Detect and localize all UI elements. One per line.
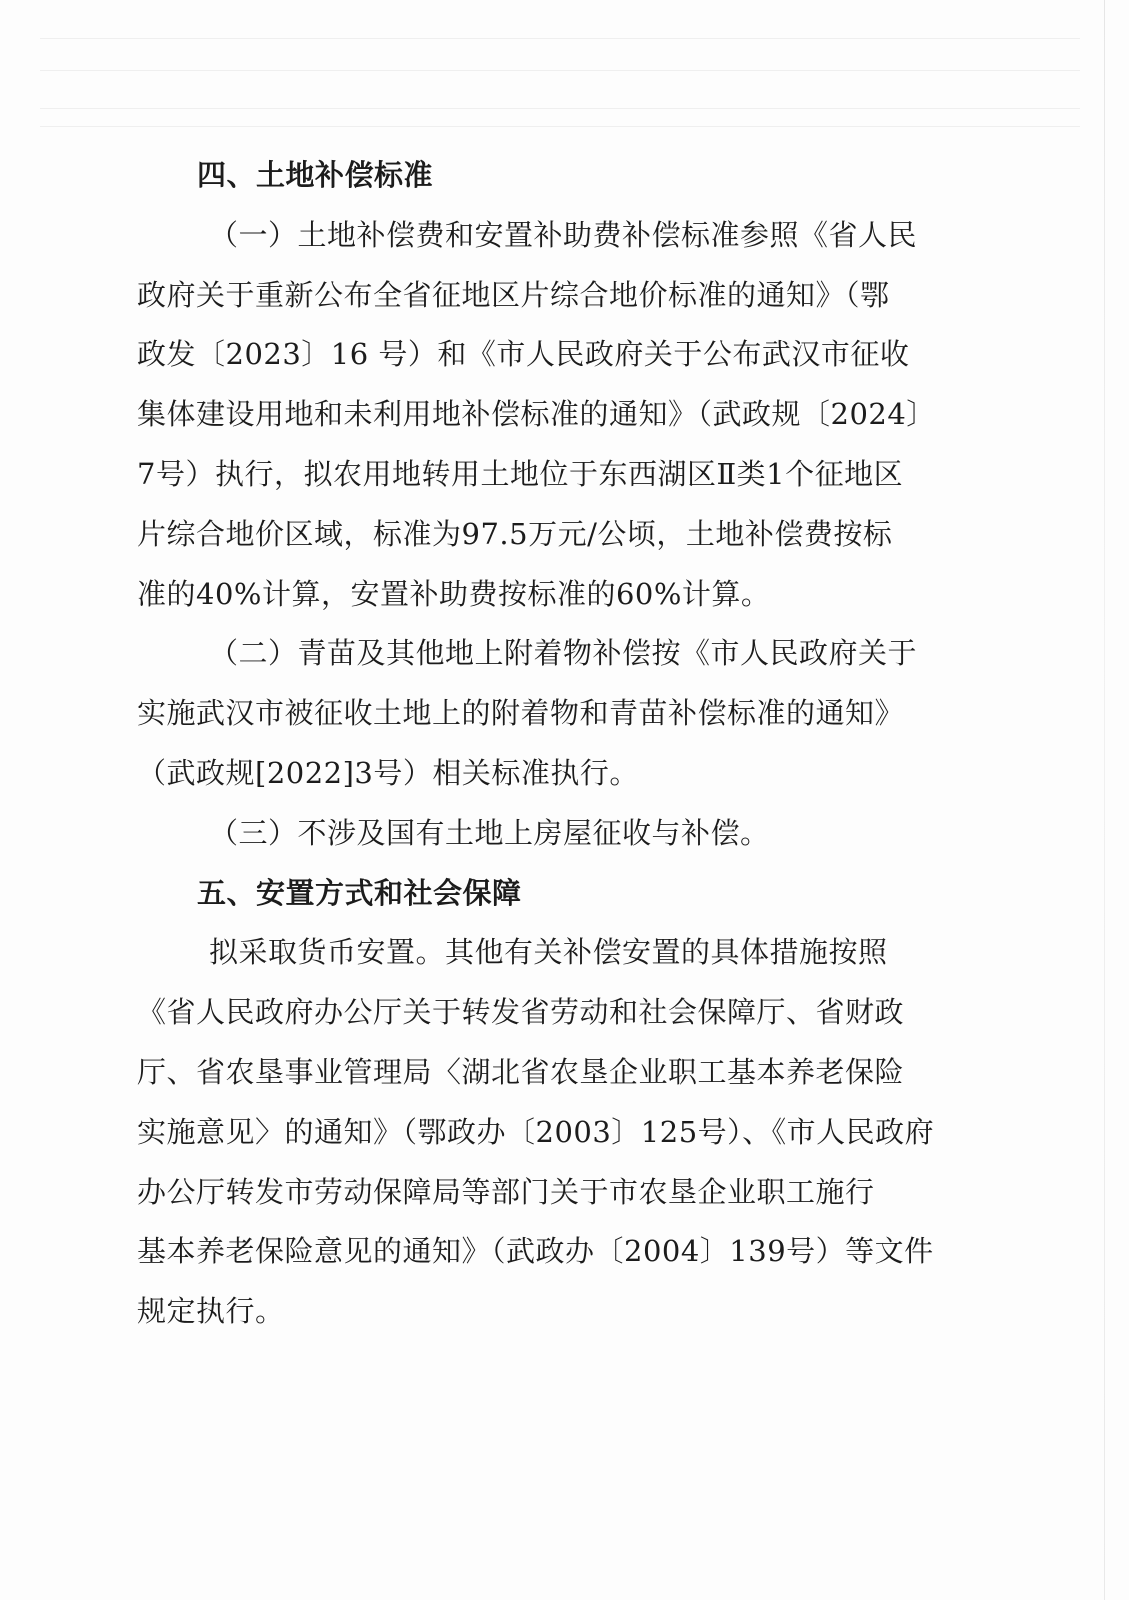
paragraph-line: 集体建设用地和未利用地补偿标准的通知》（武政规〔2024〕: [137, 397, 936, 432]
paragraph-line: 厅、省农垦事业管理局〈湖北省农垦企业职工基本养老保险: [137, 1054, 905, 1089]
document-body: [137, 146, 936, 1342]
paragraph-line: 片综合地价区域，标准为97.5万元/公顷，土地补偿费按标: [137, 516, 893, 551]
paragraph-line: （武政规[2022]3号）相关标准执行。: [137, 755, 639, 790]
section-heading-land-compensation: 四、土地补偿标准: [197, 158, 434, 192]
paragraph-line: 7号）执行，拟农用地转用土地位于东西湖区Ⅱ类1个征地区: [137, 456, 904, 491]
scan-artifact: [40, 70, 1080, 71]
paragraph-line: 办公厅转发市劳动保障局等部门关于市农垦企业职工施行: [137, 1174, 875, 1209]
paragraph-line: 政府关于重新公布全省征地区片综合地价标准的通知》（鄂: [137, 277, 890, 312]
paragraph-line: 实施意见〉的通知》（鄂政办〔2003〕125号）、《市人民政府: [137, 1114, 935, 1149]
paragraph-line: 《省人民政府办公厅关于转发省劳动和社会保障厅、省财政: [137, 995, 905, 1030]
section-heading-resettlement: 五、安置方式和社会保障: [197, 875, 522, 910]
paragraph-line: 基本养老保险意见的通知》（武政办〔2004〕139号）等文件: [137, 1234, 934, 1269]
paragraph-line: （三）不涉及国有土地上房屋征收与补偿。: [209, 815, 770, 850]
paragraph-line: 实施武汉市被征收土地上的附着物和青苗补偿标准的通知》: [137, 696, 905, 731]
paragraph-line: 政发〔2023〕16 号）和《市人民政府关于公布武汉市征收: [137, 337, 910, 372]
paragraph-line: （二）青苗及其他地上附着物补偿按《市人民政府关于: [209, 636, 918, 671]
paragraph-line: （一）土地补偿费和安置补助费补偿标准参照《省人民: [209, 217, 918, 252]
scan-artifact: [40, 126, 1080, 127]
scan-artifact: [40, 108, 1080, 109]
scan-edge: [1104, 0, 1105, 1600]
paragraph-line: 规定执行。: [137, 1294, 285, 1329]
paragraph-line: 准的40%计算，安置补助费按标准的60%计算。: [137, 576, 771, 611]
paragraph-line: 拟采取货币安置。其他有关补偿安置的具体措施按照: [209, 935, 888, 970]
scan-artifact: [40, 38, 1080, 39]
